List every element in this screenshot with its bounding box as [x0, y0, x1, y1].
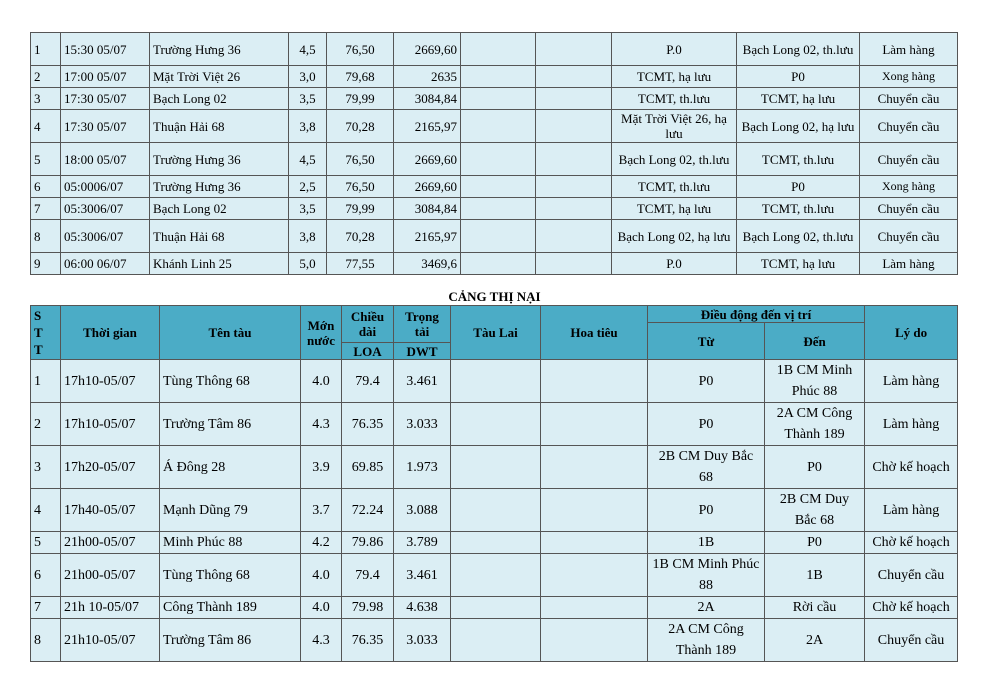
cell-to: Rời cầu — [765, 597, 865, 619]
cell-dwt: 4.638 — [394, 597, 451, 619]
cell-tug — [461, 66, 536, 88]
cell-dwt: 3469,6 — [394, 253, 461, 275]
cell-ship: Thuận Hải 68 — [150, 220, 289, 253]
cell-loa: 79.98 — [342, 597, 394, 619]
table-row — [31, 198, 958, 220]
cell-reason: Chuyển cầu — [860, 220, 958, 253]
table-row — [31, 446, 958, 489]
cell-loa: 79.86 — [342, 532, 394, 554]
movement-table-thi-nai — [30, 305, 958, 662]
cell-loa: 70,28 — [327, 220, 394, 253]
cell-to: 1B — [765, 554, 865, 597]
table-row — [31, 597, 958, 619]
cell-tug — [461, 176, 536, 198]
cell-from: P0 — [648, 489, 765, 532]
cell-pilot — [536, 198, 612, 220]
cell-reason: Chuyển cầu — [860, 110, 958, 143]
cell-ship: Bạch Long 02 — [150, 198, 289, 220]
cell-to: TCMT, hạ lưu — [737, 253, 860, 275]
cell-from: TCMT, hạ lưu — [612, 198, 737, 220]
cell-loa: 70,28 — [327, 110, 394, 143]
header-from: Từ — [648, 323, 765, 360]
cell-pilot — [536, 220, 612, 253]
cell-from: P.0 — [612, 253, 737, 275]
cell-dwt: 1.973 — [394, 446, 451, 489]
cell-ship: Trường Hưng 36 — [150, 143, 289, 176]
cell-dwt: 2669,60 — [394, 33, 461, 66]
table-row — [31, 176, 958, 198]
cell-reason: Chuyển cầu — [860, 88, 958, 110]
cell-ship: Tùng Thông 68 — [160, 554, 301, 597]
cell-time: 05:3006/07 — [61, 220, 150, 253]
cell-dwt: 2165,97 — [394, 220, 461, 253]
table-row — [31, 360, 958, 403]
cell-to: 2B CM Duy Bắc 68 — [765, 489, 865, 532]
cell-pilot — [536, 143, 612, 176]
cell-loa: 77,55 — [327, 253, 394, 275]
cell-stt: 3 — [31, 446, 61, 489]
cell-pilot — [536, 88, 612, 110]
cell-tug — [461, 33, 536, 66]
cell-reason: Xong hàng — [860, 176, 958, 198]
cell-tug — [451, 489, 541, 532]
cell-stt: 3 — [31, 88, 61, 110]
header-pilot: Hoa tiêu — [541, 306, 648, 360]
cell-time: 17h40-05/07 — [61, 489, 160, 532]
cell-reason: Làm hàng — [865, 403, 958, 446]
table-row — [31, 143, 958, 176]
cell-time: 17h10-05/07 — [61, 360, 160, 403]
cell-from: TCMT, th.lưu — [612, 88, 737, 110]
cell-stt: 4 — [31, 489, 61, 532]
cell-pilot — [541, 554, 648, 597]
cell-tug — [451, 532, 541, 554]
cell-from: P0 — [648, 403, 765, 446]
cell-stt: 6 — [31, 554, 61, 597]
cell-tug — [461, 220, 536, 253]
table-row — [31, 66, 958, 88]
cell-draft: 3,0 — [289, 66, 327, 88]
cell-pilot — [536, 176, 612, 198]
cell-ship: Tùng Thông 68 — [160, 360, 301, 403]
cell-stt: 2 — [31, 403, 61, 446]
cell-loa: 79,99 — [327, 198, 394, 220]
header-to: Đến — [765, 323, 865, 360]
cell-pilot — [541, 619, 648, 662]
cell-time: 17h20-05/07 — [61, 446, 160, 489]
cell-dwt: 2669,60 — [394, 176, 461, 198]
cell-to: TCMT, th.lưu — [737, 198, 860, 220]
cell-time: 15:30 05/07 — [61, 33, 150, 66]
cell-reason: Chờ kế hoạch — [865, 597, 958, 619]
cell-draft: 4.0 — [301, 360, 342, 403]
cell-reason: Chuyển cầu — [865, 554, 958, 597]
cell-from: Mặt Trời Việt 26, hạ lưu — [612, 110, 737, 143]
cell-tug — [451, 597, 541, 619]
cell-from: 1B — [648, 532, 765, 554]
cell-pilot — [541, 446, 648, 489]
cell-ship: Khánh Linh 25 — [150, 253, 289, 275]
cell-to: P0 — [765, 532, 865, 554]
cell-dwt: 3084,84 — [394, 88, 461, 110]
table-row — [31, 532, 958, 554]
cell-tug — [461, 253, 536, 275]
cell-draft: 4.0 — [301, 597, 342, 619]
table1-body — [31, 33, 958, 275]
header-loa: LOA — [342, 343, 394, 360]
cell-dwt: 3.033 — [394, 619, 451, 662]
table-row — [31, 220, 958, 253]
cell-to: Bạch Long 02, th.lưu — [737, 33, 860, 66]
cell-reason: Chuyển cầu — [860, 198, 958, 220]
cell-pilot — [536, 253, 612, 275]
cell-tug — [451, 446, 541, 489]
cell-ship: Mạnh Dũng 79 — [160, 489, 301, 532]
cell-loa: 79,68 — [327, 66, 394, 88]
cell-loa: 79.4 — [342, 554, 394, 597]
cell-dwt: 3.789 — [394, 532, 451, 554]
cell-stt: 5 — [31, 143, 61, 176]
cell-loa: 79,99 — [327, 88, 394, 110]
cell-pilot — [536, 110, 612, 143]
cell-to: Bạch Long 02, th.lưu — [737, 220, 860, 253]
cell-to: TCMT, hạ lưu — [737, 88, 860, 110]
cell-stt: 7 — [31, 198, 61, 220]
cell-loa: 79.4 — [342, 360, 394, 403]
cell-tug — [461, 198, 536, 220]
cell-reason: Chờ kế hoạch — [865, 532, 958, 554]
cell-from: Bạch Long 02, hạ lưu — [612, 220, 737, 253]
cell-loa: 76,50 — [327, 33, 394, 66]
table-row — [31, 619, 958, 662]
cell-time: 21h00-05/07 — [61, 554, 160, 597]
cell-time: 17:30 05/07 — [61, 88, 150, 110]
cell-stt: 8 — [31, 220, 61, 253]
header-dwt: DWT — [394, 343, 451, 360]
cell-draft: 3,5 — [289, 88, 327, 110]
header-stt: S T T — [31, 306, 61, 360]
cell-from: P0 — [648, 360, 765, 403]
header-tonnage: Trọng tải — [394, 306, 451, 343]
cell-dwt: 3.033 — [394, 403, 451, 446]
table-row — [31, 554, 958, 597]
cell-to: P0 — [737, 66, 860, 88]
cell-to: 2A CM Công Thành 189 — [765, 403, 865, 446]
cell-tug — [451, 403, 541, 446]
cell-time: 17:00 05/07 — [61, 66, 150, 88]
cell-stt: 2 — [31, 66, 61, 88]
cell-ship: Mặt Trời Việt 26 — [150, 66, 289, 88]
cell-draft: 4.0 — [301, 554, 342, 597]
cell-stt: 6 — [31, 176, 61, 198]
cell-draft: 3.7 — [301, 489, 342, 532]
cell-loa: 76,50 — [327, 143, 394, 176]
cell-stt: 9 — [31, 253, 61, 275]
cell-stt: 5 — [31, 532, 61, 554]
cell-stt: 1 — [31, 360, 61, 403]
cell-tug — [451, 554, 541, 597]
cell-time: 17:30 05/07 — [61, 110, 150, 143]
cell-ship: Bạch Long 02 — [150, 88, 289, 110]
cell-tug — [451, 619, 541, 662]
table-row — [31, 88, 958, 110]
header-reason: Lý do — [865, 306, 958, 360]
cell-dwt: 2165,97 — [394, 110, 461, 143]
cell-draft: 4.2 — [301, 532, 342, 554]
header-move: Điều động đến vị trí — [648, 306, 865, 323]
cell-dwt: 3.461 — [394, 554, 451, 597]
cell-reason: Chờ kế hoạch — [865, 446, 958, 489]
cell-dwt: 2669,60 — [394, 143, 461, 176]
table-row — [31, 110, 958, 143]
cell-reason: Làm hàng — [865, 489, 958, 532]
cell-reason: Xong hàng — [860, 66, 958, 88]
cell-ship: Á Đông 28 — [160, 446, 301, 489]
cell-pilot — [541, 403, 648, 446]
cell-from: TCMT, hạ lưu — [612, 66, 737, 88]
cell-draft: 5,0 — [289, 253, 327, 275]
cell-reason: Làm hàng — [860, 253, 958, 275]
cell-dwt: 3.461 — [394, 360, 451, 403]
table-row — [31, 403, 958, 446]
cell-time: 21h10-05/07 — [61, 619, 160, 662]
cell-time: 05:3006/07 — [61, 198, 150, 220]
cell-stt: 7 — [31, 597, 61, 619]
cell-pilot — [541, 532, 648, 554]
cell-ship: Trường Hưng 36 — [150, 33, 289, 66]
cell-time: 18:00 05/07 — [61, 143, 150, 176]
cell-tug — [461, 88, 536, 110]
cell-draft: 4.3 — [301, 619, 342, 662]
cell-pilot — [541, 597, 648, 619]
cell-reason: Làm hàng — [865, 360, 958, 403]
table-row — [31, 33, 958, 66]
cell-from: Bạch Long 02, th.lưu — [612, 143, 737, 176]
cell-time: 21h 10-05/07 — [61, 597, 160, 619]
cell-time: 05:0006/07 — [61, 176, 150, 198]
cell-dwt: 2635 — [394, 66, 461, 88]
cell-reason: Chuyển cầu — [860, 143, 958, 176]
cell-to: 1B CM Minh Phúc 88 — [765, 360, 865, 403]
cell-to: 2A — [765, 619, 865, 662]
header-ship: Tên tàu — [160, 306, 301, 360]
cell-draft: 4,5 — [289, 33, 327, 66]
cell-from: TCMT, th.lưu — [612, 176, 737, 198]
cell-loa: 76.35 — [342, 619, 394, 662]
cell-from: 1B CM Minh Phúc 88 — [648, 554, 765, 597]
cell-dwt: 3084,84 — [394, 198, 461, 220]
cell-time: 17h10-05/07 — [61, 403, 160, 446]
cell-dwt: 3.088 — [394, 489, 451, 532]
cell-draft: 3,5 — [289, 198, 327, 220]
cell-tug — [451, 360, 541, 403]
header-draft: Mớn nước — [301, 306, 342, 360]
cell-ship: Công Thành 189 — [160, 597, 301, 619]
section-title: CẢNG THỊ NẠI — [448, 289, 541, 304]
cell-from: P.0 — [612, 33, 737, 66]
table-row — [31, 489, 958, 532]
cell-loa: 76,50 — [327, 176, 394, 198]
cell-ship: Thuận Hải 68 — [150, 110, 289, 143]
cell-to: Bạch Long 02, hạ lưu — [737, 110, 860, 143]
cell-draft: 3,8 — [289, 110, 327, 143]
cell-draft: 4,5 — [289, 143, 327, 176]
cell-from: 2A CM Công Thành 189 — [648, 619, 765, 662]
cell-stt: 4 — [31, 110, 61, 143]
cell-pilot — [536, 33, 612, 66]
cell-loa: 72.24 — [342, 489, 394, 532]
cell-draft: 3.9 — [301, 446, 342, 489]
cell-from: 2B CM Duy Bắc 68 — [648, 446, 765, 489]
cell-stt: 1 — [31, 33, 61, 66]
table-row — [31, 253, 958, 275]
table2-body — [31, 360, 958, 662]
cell-ship: Trường Tâm 86 — [160, 619, 301, 662]
cell-draft: 4.3 — [301, 403, 342, 446]
cell-tug — [461, 143, 536, 176]
cell-time: 21h00-05/07 — [61, 532, 160, 554]
cell-time: 06:00 06/07 — [61, 253, 150, 275]
cell-pilot — [541, 489, 648, 532]
cell-stt: 8 — [31, 619, 61, 662]
cell-from: 2A — [648, 597, 765, 619]
header-tug: Tàu Lai — [451, 306, 541, 360]
cell-reason: Làm hàng — [860, 33, 958, 66]
header-length: Chiều dài — [342, 306, 394, 343]
cell-ship: Trường Tâm 86 — [160, 403, 301, 446]
cell-tug — [461, 110, 536, 143]
cell-pilot — [536, 66, 612, 88]
movement-table-1 — [30, 32, 958, 275]
cell-ship: Minh Phúc 88 — [160, 532, 301, 554]
header-time: Thời gian — [61, 306, 160, 360]
cell-pilot — [541, 360, 648, 403]
cell-draft: 3,8 — [289, 220, 327, 253]
cell-ship: Trường Hưng 36 — [150, 176, 289, 198]
cell-to: TCMT, th.lưu — [737, 143, 860, 176]
cell-loa: 69.85 — [342, 446, 394, 489]
cell-reason: Chuyển cầu — [865, 619, 958, 662]
cell-to: P0 — [765, 446, 865, 489]
cell-loa: 76.35 — [342, 403, 394, 446]
cell-to: P0 — [737, 176, 860, 198]
cell-draft: 2,5 — [289, 176, 327, 198]
